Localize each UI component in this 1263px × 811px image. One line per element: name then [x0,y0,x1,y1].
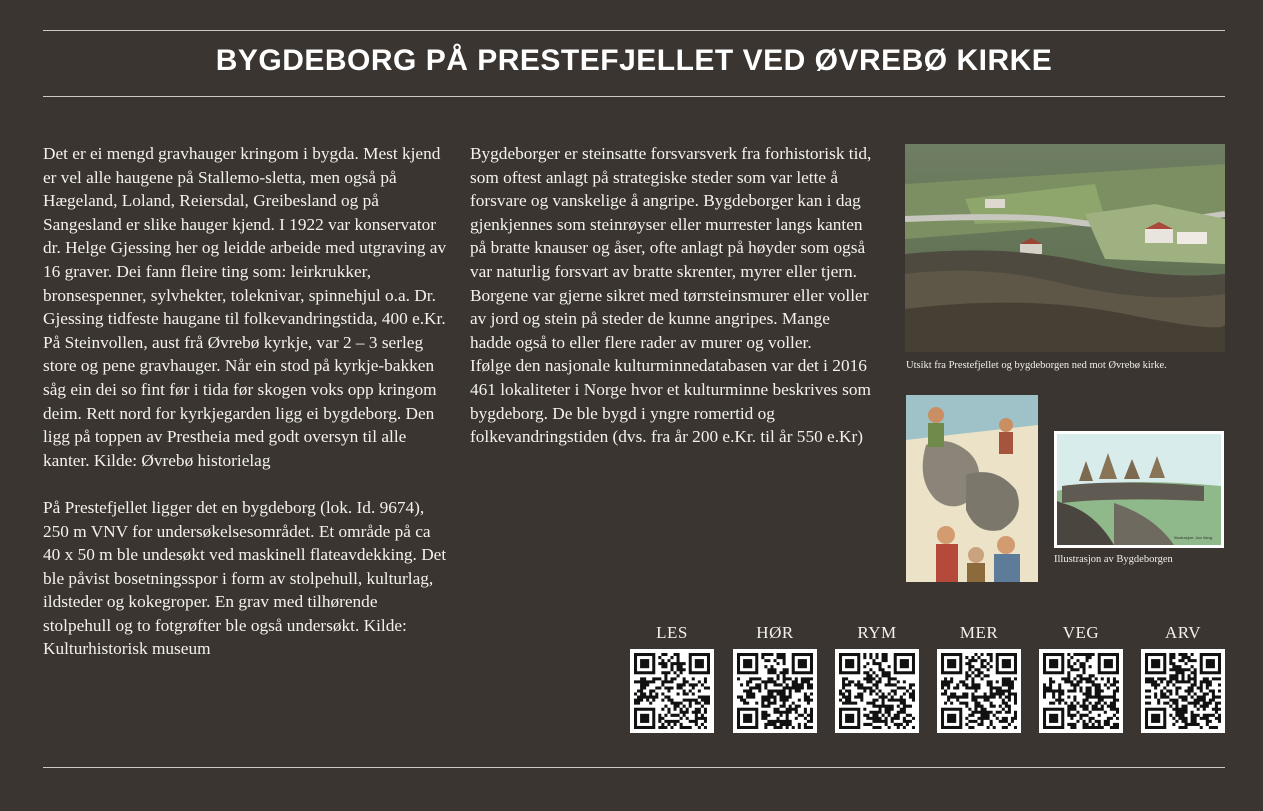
left-paragraph-1: Det er ei mengd gravhauger kringom i bygda. Mest kjend er vel alle haugene på Stallemo-sletta, men også på Hægeland, Loland, Reiersdal, Greibesland og på Sangesland er slike hauger kjend. I 1922 var konservator dr. Helge Gjessing her og leidde arbeide med utgraving av 16 graver. Dei fann fleire ting som: leirkrukker, bronsespenner, sylvhekter, toleknivar, spinnehjul o.a. Dr. Gjessing tidfeste haugane til folkevandringstida, 400 e.Kr. På Steinvollen, aust frå Øvrebø kyrkje, var 2 – 3 serleg store og pene gravhauger. Når ein stod på kyrkje-bakken såg ein dei so fint før i tida før skogen voks opp kringom deim. Rett nord for kyrkjegarden ligg ei bygdeborg. Den ligg på toppen av Prestheia med godt oversyn til alle kanter. Kilde: Øvrebø historielag [43,144,447,470]
text-column-middle [470,142,875,449]
bottom-rule [43,767,1225,768]
illustration-credit: Illustrasjon: Jan Vang [1174,535,1212,540]
qr-hor[interactable] [733,623,817,733]
qr-label-veg: VEG [1062,623,1100,642]
title-rule [43,96,1225,97]
middle-paragraph-2: Ifølge den nasjonale kulturminnedatabasen var det i 2016 461 lokaliteter i Norge hvor et kulturminne beskrives som bygdeborg. De ble bygd i yngre romertid og folkevandringstiden (dvs. fra år 200 e.Kr. til år 550 e.Kr) [470,356,871,447]
page-title: BYGDEBORG PÅ PRESTEFJELLET VED ØVREBØ KIRKE [215,44,1053,77]
qr-arv[interactable] [1141,623,1225,733]
aerial-photo [905,144,1225,352]
qr-code-icon[interactable] [630,649,714,733]
illustration-people [906,395,1038,582]
qr-code-icon[interactable] [1141,649,1225,733]
qr-code-icon[interactable] [835,649,919,733]
qr-label-hor: HØR [756,623,794,642]
qr-label-les: LES [656,623,688,642]
qr-code-icon[interactable] [937,649,1021,733]
qr-les[interactable] [630,623,714,733]
qr-label-rym: RYM [857,623,897,642]
qr-label-arv: ARV [1164,623,1202,642]
illustration-fortress [1054,431,1224,548]
qr-veg[interactable] [1039,623,1123,733]
qr-code-icon[interactable] [1039,649,1123,733]
illustration-caption: Illustrasjon av Bygdeborgen [1054,554,1173,565]
qr-label-mer: MER [959,623,999,642]
text-column-left [43,142,448,661]
top-rule [43,30,1225,31]
photo-caption: Utsikt fra Prestefjellet og bygdeborgen ned mot Øvrebø kirke. [906,360,1167,371]
middle-paragraph-1: Bygdeborger er steinsatte forsvarsverk fra forhistorisk tid, som oftest anlagt på strategiske steder som var lette å forsvare og vanskelige å angripe. Bygdeborger kan i dag gjenkjennes som steinrøyser eller murrester langs kanten på bratte knauser og åser, ofte anlagt på høyder som også var naturlig forsvart av bratte skrenter, myrer eller tjern. Borgene var gjerne sikret med tørrsteinsmurer eller voller av jord og stein på steder de kunne angripes. Mange hadde også to eller flere rader av murer og voller. [470,144,872,352]
qr-rym[interactable] [835,623,919,733]
qr-code-icon[interactable] [733,649,817,733]
qr-mer[interactable] [937,623,1021,733]
left-paragraph-2: På Prestefjellet ligger det en bygdeborg (lok. Id. 9674), 250 m VNV for undersøkelsesområdet. Et område på ca 40 x 50 m ble undesøkt ved maskinell flateavdekking. Det ble påvist bosetningsspor i form av stolpehull, kulturlag, ildsteder og kokegroper. En grav med tilhørende stolpehull og to fotgrøfter ble også undersøkt. Kilde: Kulturhistorisk museum [43,497,447,659]
